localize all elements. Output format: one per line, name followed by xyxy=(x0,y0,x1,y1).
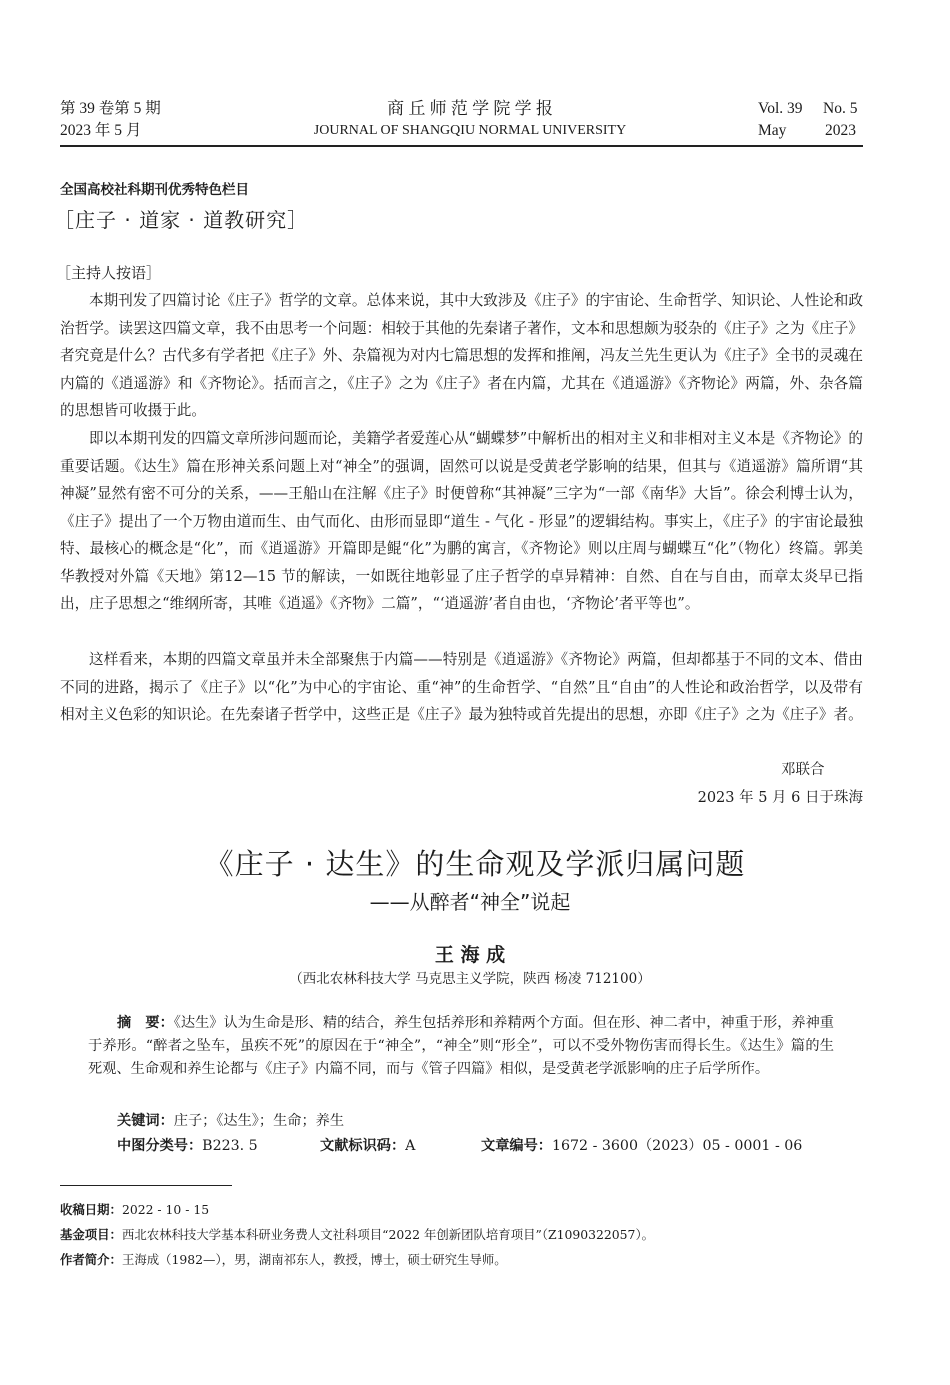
document-code xyxy=(320,1135,415,1155)
keywords-label: 关键词： xyxy=(117,1113,174,1129)
abstract-text: 《达生》认为生命是形、精的结合，养生包括养形和养精两个方面。但在形、神二者中，神重于形，养神重于养形。“醉者之坠车，虽疾不死”的原因在于“神全”，“神全”则“形全”，可以不受外物伤害而得长生。《达生》篇的生死观、生命观和养生论都与《庄子》内篇不同，而与《管子四篇》相似，是受黄老学派影响的庄子后学所作。 xyxy=(88,1015,834,1077)
journal-title-en: JOURNAL OF SHANGQIU NORMAL UNIVERSITY xyxy=(313,123,627,138)
article-number xyxy=(481,1135,802,1155)
column-label: 全国高校社科期刊优秀特色栏目 xyxy=(60,182,249,198)
host-paragraph-2: 即以本期刊发的四篇文章所涉问题而论，美籍学者爱莲心从“蝴蝶梦”中解析出的相对主义和非相对主义本是《齐物论》的重要话题。《达生》篇在形神关系问题上对“神全”的强调，固然可以说是受黄老学影响的结果，但其与《逍遥游》篇所谓“其神凝”显然有密不可分的关系，——王船山在注解《庄子》时便曾称“其神凝”三字为“一部《南华》大旨”。徐会利博士认为，《庄子》提出了一个万物由道而生、由气而化、由形而显即“道生 - 气化 - 形显”的逻辑结构。事实上，《庄子》的宇宙论最独特、最核心的概念是“化”，而《逍遥游》开篇即是鲲“化”为鹏的寓言，《齐物论》则以庄周与蝴蝶互“化”（物化）终篇。郭美华教授对外篇《天地》第12—15 节的解读，一如既往地彰显了庄子哲学的卓异精神：自然、自在与自由，而章太炎早已指出，庄子思想之“维纲所寄，其唯《逍遥》《齐物》二篇”，“‘逍遥游’者自由也，‘齐物论’者平等也”。 xyxy=(60,430,863,612)
document-code-value: A xyxy=(405,1138,416,1154)
clc-number xyxy=(117,1135,258,1155)
received-label: 收稿日期： xyxy=(60,1202,122,1217)
month-en: May xyxy=(758,122,787,139)
fund-project xyxy=(60,1227,654,1243)
abstract-label: 摘 要： xyxy=(117,1015,174,1031)
host-signer: 邓联合 xyxy=(781,762,825,778)
bio-label: 作者简介： xyxy=(60,1252,122,1267)
abstract xyxy=(88,1012,834,1081)
host-paragraph-1: 本期刊发了四篇讨论《庄子》哲学的文章。总体来说，其中大致涉及《庄子》的宇宙论、生命哲学、知识论、人性论和政治哲学。读罢这四篇文章，我不由思考一个问题：相较于其他的先秦诸子著作，文本和思想颇为驳杂的《庄子》之为《庄子》者究竟是什么？古代多有学者把《庄子》外、杂篇视为对内七篇思想的发挥和推阐，冯友兰先生更认为《庄子》全书的灵魂在内篇的《逍遥游》和《齐物论》。括而言之，《庄子》之为《庄子》者在内篇，尤其在《逍遥游》《齐物论》两篇，外、杂各篇的思想皆可收摄于此。 xyxy=(60,292,863,419)
fund-label: 基金项目： xyxy=(60,1227,122,1242)
article-title: 《庄子 · 达生》的生命观及学派归属问题 xyxy=(204,847,746,881)
document-code-label: 文献标识码： xyxy=(320,1138,406,1154)
article-subtitle: ——从醉者“神全”说起 xyxy=(369,890,571,914)
volume-en: Vol. 39 xyxy=(758,100,803,117)
author-bio xyxy=(60,1252,507,1268)
fund-value: 西北农林科技大学基本科研业务费人文社科项目“2022 年创新团队培育项目”（Z1090322057）。 xyxy=(121,1227,655,1242)
journal-title-cn: 商 丘 师 范 学 院 学 报 xyxy=(387,99,553,118)
received-value: 2022 - 10 - 15 xyxy=(121,1202,210,1217)
article-number-label: 文章编号： xyxy=(481,1138,552,1154)
article-author: 王 海 成 xyxy=(434,944,506,966)
keywords-text: 庄子；《达生》；生命；养生 xyxy=(173,1113,345,1129)
footnote-rule xyxy=(60,1185,232,1186)
host-date-place: 2023 年 5 月 6 日于珠海 xyxy=(697,790,863,806)
bio-value: 王海成（1982—），男，湖南祁东人，教授，博士，硕士研究生导师。 xyxy=(121,1252,507,1267)
column-title: ［庄子 · 道家 · 道教研究］ xyxy=(54,208,309,232)
received-date xyxy=(60,1202,209,1218)
author-affiliation: （西北农林科技大学 马克思主义学院，陕西 杨凌 712100） xyxy=(289,971,651,987)
issue-volume: 第 39 卷第 5 期 xyxy=(60,100,161,117)
keywords xyxy=(117,1110,344,1130)
year-en: 2023 xyxy=(825,122,856,139)
host-paragraph-3: 这样看来，本期的四篇文章虽并未全部聚焦于内篇——特别是《逍遥游》《齐物论》两篇，但却都基于不同的文本、借由不同的进路，揭示了《庄子》以“化”为中心的宇宙论、重“神”的生命哲学、“自然”且“自由”的人性论和政治哲学，以及带有相对主义色彩的知识论。在先秦诸子哲学中，这些正是《庄子》最为独特或首先提出的思想，亦即《庄子》之为《庄子》者。 xyxy=(60,651,863,723)
issue-date: 2023 年 5 月 xyxy=(60,122,142,139)
number-en: No. 5 xyxy=(823,100,858,117)
article-number-value: 1672 - 3600（2023）05 - 0001 - 06 xyxy=(551,1138,803,1154)
header-rule xyxy=(60,145,863,147)
clc-value: B223. 5 xyxy=(202,1138,258,1154)
clc-label: 中图分类号： xyxy=(117,1138,203,1154)
host-note-heading: ［主持人按语］ xyxy=(56,264,162,282)
